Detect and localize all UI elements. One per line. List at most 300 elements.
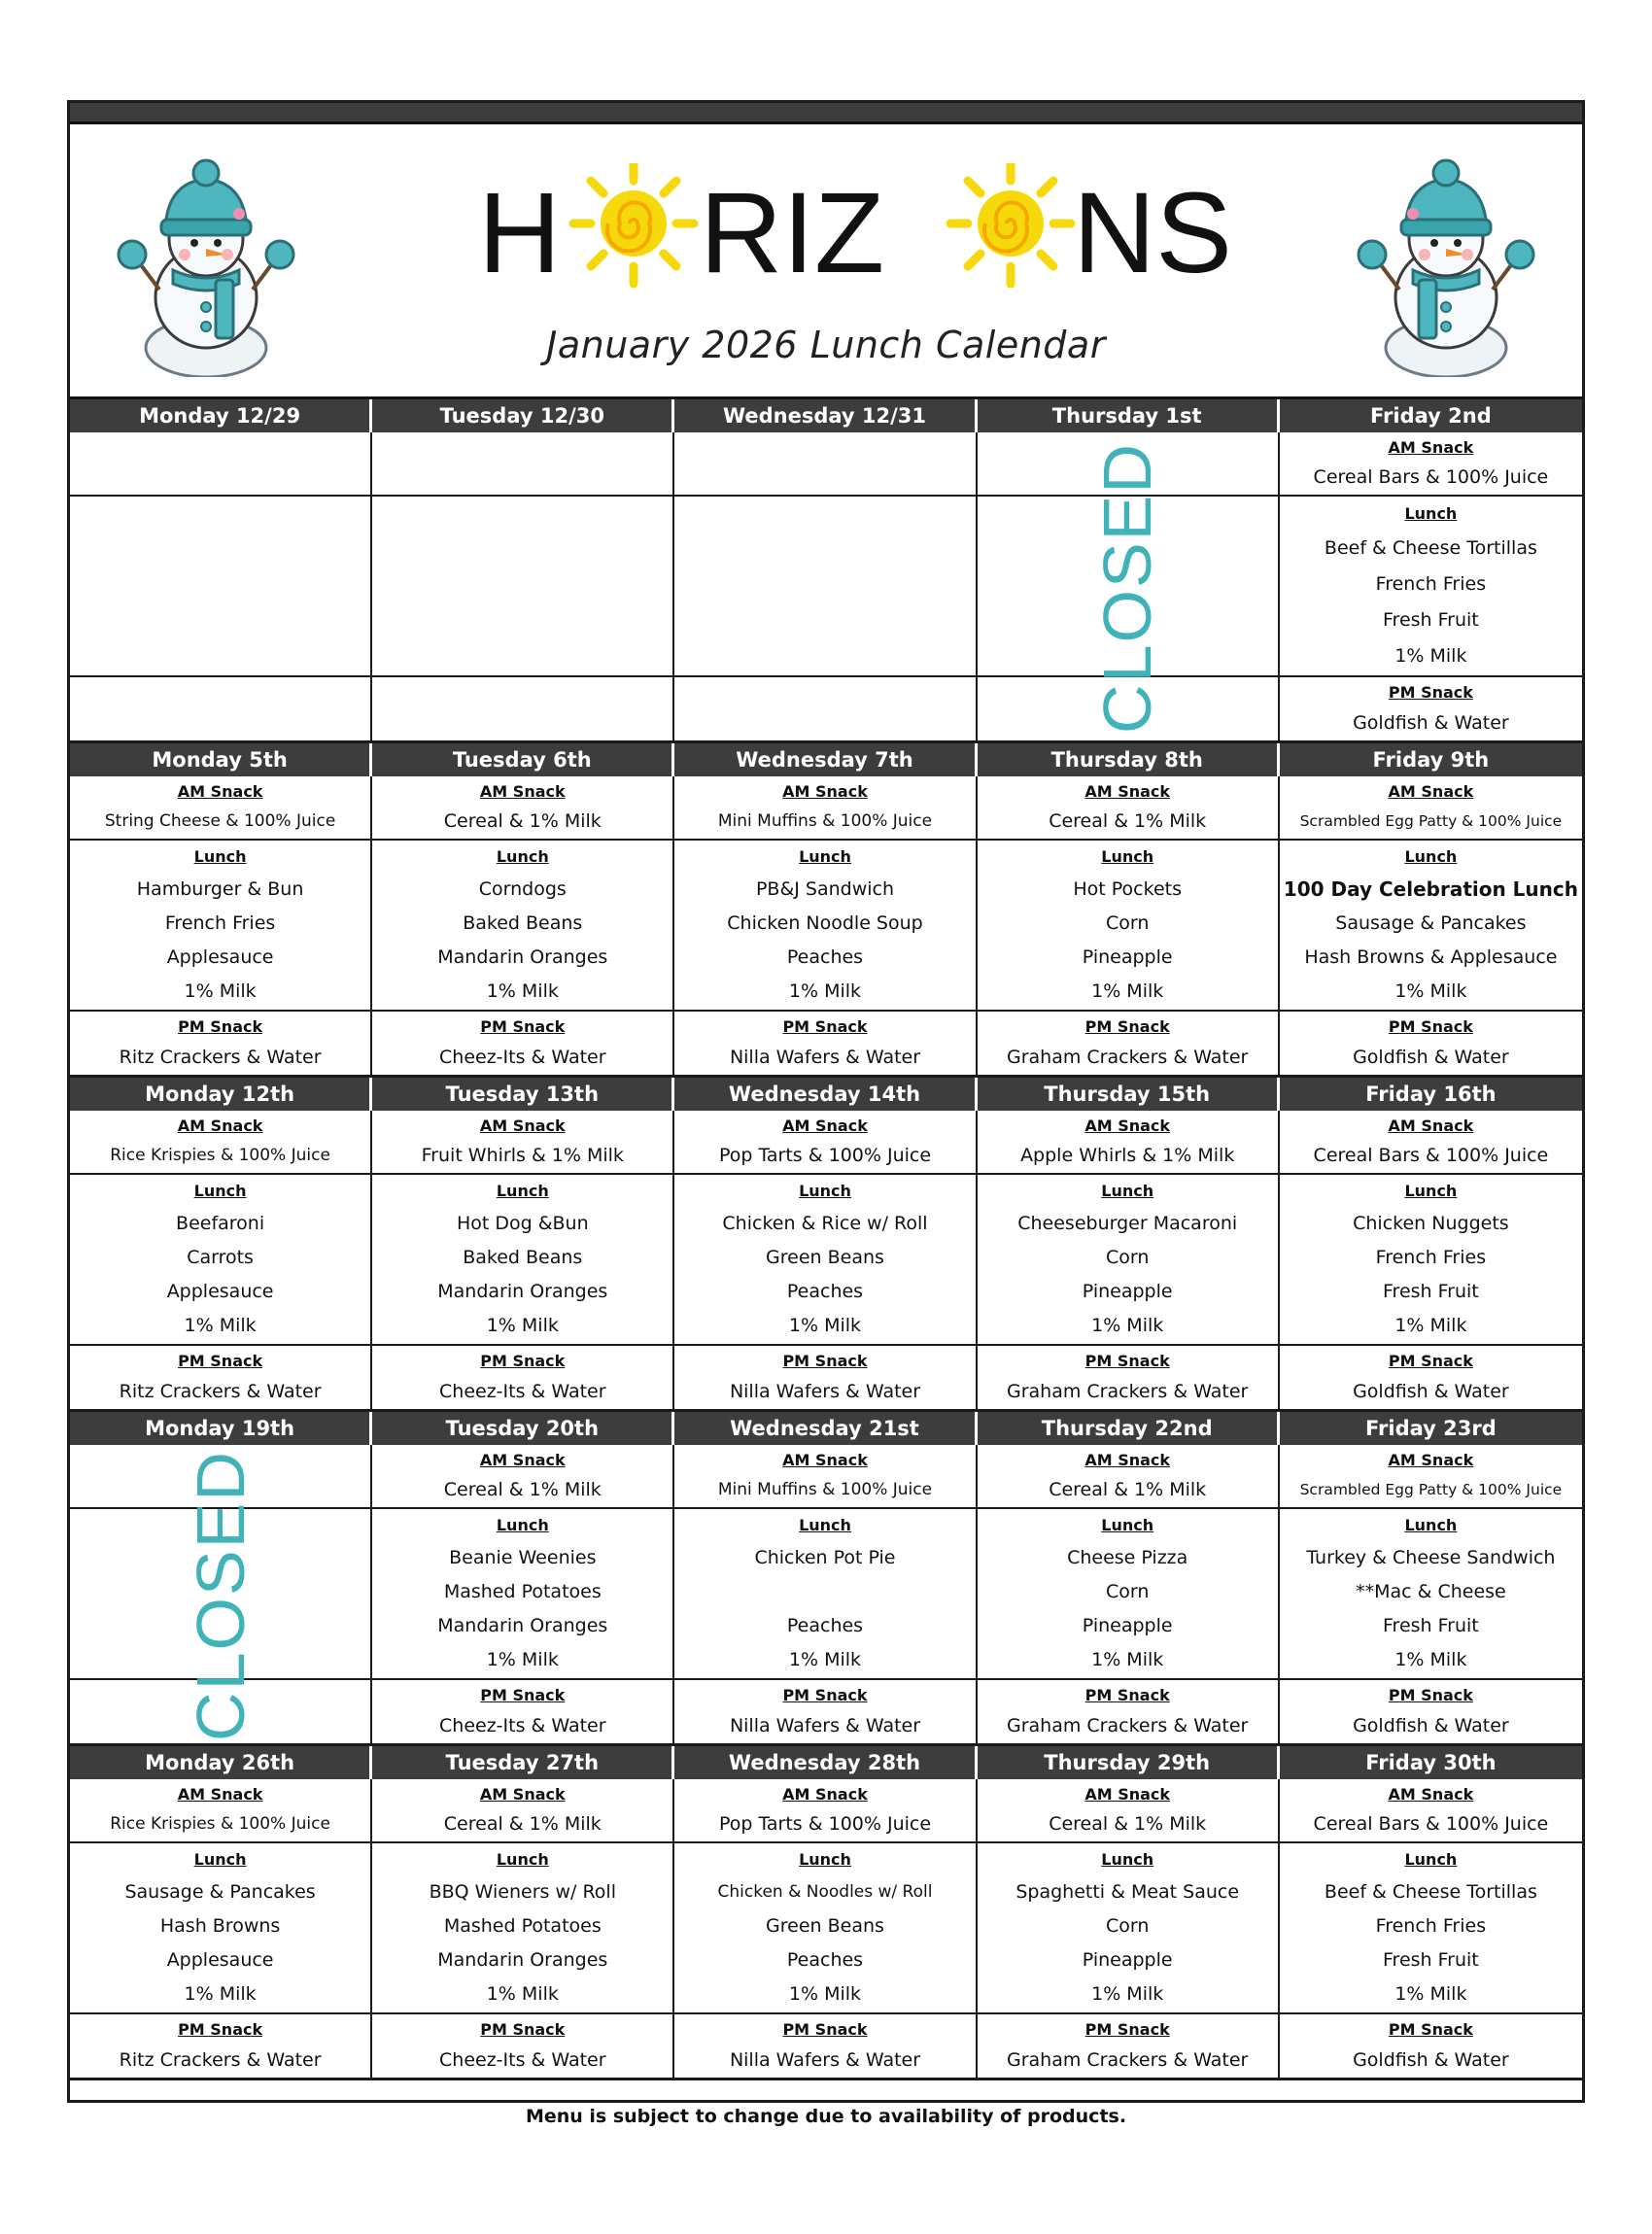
day-cell — [1280, 1779, 1582, 2080]
menu-item: Cereal Bars & 100% Juice — [1313, 1813, 1549, 1835]
menu-item: 1% Milk — [1394, 1648, 1467, 1670]
am-snack-label: AM Snack — [1388, 782, 1474, 801]
day-cell — [674, 432, 977, 743]
am-snack-label: AM Snack — [1388, 1117, 1474, 1135]
menu-item: Mashed Potatoes — [443, 1580, 602, 1602]
day-cell — [978, 776, 1280, 1078]
pm-snack-section — [70, 677, 370, 743]
day-cell — [1280, 1111, 1582, 1412]
menu-item: Cereal Bars & 100% Juice — [1313, 466, 1549, 488]
lunch-label: Lunch — [1404, 847, 1458, 867]
lunch-section — [1280, 841, 1582, 1012]
week-row — [70, 776, 1582, 1078]
menu-item: Pop Tarts & 100% Juice — [718, 1813, 932, 1835]
day-header: Monday 12th — [70, 1078, 372, 1111]
pm-snack-section — [372, 1680, 672, 1746]
calendar-header — [70, 124, 1582, 399]
menu-item: Cereal & 1% Milk — [443, 1479, 602, 1500]
pm-snack-section — [674, 1012, 975, 1078]
horizons-logo — [478, 163, 1294, 290]
lunch-label: Lunch — [193, 847, 247, 867]
menu-item: Sausage & Pancakes — [124, 1881, 316, 1904]
day-cell — [372, 1445, 674, 1746]
pm-snack-label: PM Snack — [1388, 2020, 1473, 2040]
lunch-label: Lunch — [1404, 1516, 1458, 1535]
day-cell — [978, 432, 1280, 743]
menu-item: Hash Browns & Applesauce — [1304, 945, 1558, 968]
menu-item: Fresh Fruit — [1383, 1614, 1479, 1636]
lunch-section — [372, 1175, 672, 1346]
lunch-label: Lunch — [1101, 1516, 1154, 1535]
day-header: Friday 16th — [1280, 1078, 1582, 1111]
menu-item: Rice Krispies & 100% Juice — [110, 1146, 330, 1165]
pm-snack-section — [1280, 1680, 1582, 1746]
lunch-section — [372, 841, 672, 1012]
lunch-label: Lunch — [1101, 1182, 1154, 1201]
day-header: Thursday 15th — [978, 1078, 1280, 1111]
menu-item: Pineapple — [1082, 1280, 1173, 1302]
menu-item: Mandarin Oranges — [437, 945, 608, 968]
lunch-label: Lunch — [496, 1850, 549, 1870]
menu-item: Goldfish & Water — [1353, 1380, 1509, 1402]
menu-item: French Fries — [164, 911, 276, 934]
day-header: Wednesday 28th — [674, 1746, 977, 1779]
pm-snack-label: PM Snack — [178, 2020, 263, 2040]
menu-item: Fresh Fruit — [1383, 608, 1479, 631]
menu-item: Hash Browns — [159, 1914, 281, 1937]
menu-item: Peaches — [786, 1614, 864, 1636]
lunch-section — [978, 841, 1278, 1012]
am-snack-section — [674, 1111, 975, 1175]
menu-item: Mashed Potatoes — [443, 1914, 602, 1937]
day-cell — [674, 1111, 977, 1412]
top-bar — [70, 103, 1582, 124]
menu-item: Hamburger & Bun — [136, 878, 304, 901]
am-snack-section — [1280, 776, 1582, 841]
am-snack-label: AM Snack — [782, 1785, 868, 1804]
day-header: Tuesday 6th — [372, 743, 674, 776]
am-snack-label: AM Snack — [1084, 782, 1171, 801]
week-header-row — [70, 399, 1582, 432]
menu-item: Corn — [1105, 911, 1150, 934]
week-header-row — [70, 1078, 1582, 1111]
day-cell — [674, 1445, 977, 1746]
lunch-section — [1280, 1175, 1582, 1346]
pm-snack-section — [372, 2014, 672, 2080]
menu-item: 1% Milk — [788, 1982, 862, 2005]
lunch-label: Lunch — [193, 1850, 247, 1870]
menu-item: 1% Milk — [788, 980, 862, 1002]
menu-item: Hot Pockets — [1073, 878, 1182, 901]
am-snack-label: AM Snack — [782, 782, 868, 801]
closed-label: CLOSED — [182, 1450, 258, 1741]
pm-snack-label: PM Snack — [1388, 1017, 1473, 1037]
lunch-section — [1280, 1843, 1582, 2014]
menu-item: Cereal Bars & 100% Juice — [1313, 1145, 1549, 1166]
menu-item: Peaches — [786, 945, 864, 968]
menu-item: Cheese Pizza — [1067, 1547, 1188, 1569]
menu-item: PB&J Sandwich — [755, 878, 895, 901]
menu-item: Chicken Noodle Soup — [727, 911, 923, 934]
day-header: Friday 2nd — [1280, 399, 1582, 432]
menu-item: Peaches — [786, 1280, 864, 1302]
week-row — [70, 1779, 1582, 2080]
menu-item: Sausage & Pancakes — [1335, 911, 1527, 934]
menu-item: Nilla Wafers & Water — [729, 1714, 921, 1736]
pm-snack-label: PM Snack — [782, 1352, 868, 1371]
pm-snack-section — [1280, 677, 1582, 743]
am-snack-label: AM Snack — [177, 782, 263, 801]
day-cell — [70, 776, 372, 1078]
am-snack-section — [978, 1111, 1278, 1175]
day-header: Thursday 1st — [978, 399, 1280, 432]
pm-snack-label: PM Snack — [782, 1017, 868, 1037]
menu-item: Fresh Fruit — [1383, 1948, 1479, 1971]
menu-item: Pineapple — [1082, 1948, 1173, 1971]
menu-item: Cereal & 1% Milk — [443, 1813, 602, 1835]
day-cell — [1280, 1445, 1582, 1746]
menu-item: Chicken & Noodles w/ Roll — [717, 1882, 933, 1903]
day-header: Monday 19th — [70, 1412, 372, 1445]
menu-item — [674, 1580, 975, 1603]
day-header: Wednesday 12/31 — [674, 399, 977, 432]
pm-snack-section — [978, 1012, 1278, 1078]
am-snack-section — [372, 776, 672, 841]
lunch-label: Lunch — [496, 1182, 549, 1201]
am-snack-section — [70, 1111, 370, 1175]
am-snack-label: AM Snack — [479, 1117, 566, 1135]
menu-item: Cheeseburger Macaroni — [1017, 1213, 1238, 1235]
lunch-section — [1280, 497, 1582, 677]
pm-snack-section — [674, 1680, 975, 1746]
lunch-section — [674, 497, 975, 677]
am-snack-section — [978, 1779, 1278, 1843]
menu-item: Mandarin Oranges — [437, 1280, 608, 1302]
menu-item: 1% Milk — [486, 1314, 559, 1336]
day-header: Tuesday 12/30 — [372, 399, 674, 432]
menu-item: Scrambled Egg Patty & 100% Juice — [1299, 812, 1563, 830]
menu-item: Mandarin Oranges — [437, 1948, 608, 1971]
closed-label: CLOSED — [1089, 442, 1166, 734]
am-snack-section — [372, 1445, 672, 1509]
menu-item: French Fries — [1375, 1246, 1487, 1268]
am-snack-section — [1280, 1779, 1582, 1843]
am-snack-section — [70, 432, 370, 497]
menu-item: French Fries — [1375, 572, 1487, 595]
day-cell — [70, 1445, 372, 1746]
day-header: Wednesday 21st — [674, 1412, 977, 1445]
svg-text:NS: NS — [1073, 169, 1232, 290]
pm-snack-section — [978, 2014, 1278, 2080]
menu-item: 1% Milk — [788, 1314, 862, 1336]
lunch-section — [70, 1843, 370, 2014]
day-cell — [372, 1111, 674, 1412]
day-header: Friday 9th — [1280, 743, 1582, 776]
lunch-section — [1280, 1509, 1582, 1680]
footer-note: Menu is subject to change due to availability of products. — [525, 2106, 1127, 2127]
menu-item: Corndogs — [478, 878, 567, 901]
menu-item: Green Beans — [766, 1914, 884, 1937]
lunch-label: Lunch — [1404, 504, 1458, 524]
am-snack-label: AM Snack — [1388, 1785, 1474, 1804]
pm-snack-label: PM Snack — [1084, 1352, 1170, 1371]
menu-item: Nilla Wafers & Water — [729, 1046, 921, 1068]
menu-item: Nilla Wafers & Water — [729, 2048, 921, 2071]
menu-item: Applesauce — [166, 1948, 274, 1971]
pm-snack-label: PM Snack — [1388, 1686, 1473, 1705]
menu-item: String Cheese & 100% Juice — [104, 811, 336, 831]
pm-snack-section — [674, 1346, 975, 1412]
lunch-section — [674, 841, 975, 1012]
menu-item: Cereal & 1% Milk — [1049, 1479, 1207, 1500]
week-header-row — [70, 1412, 1582, 1445]
day-cell — [372, 1779, 674, 2080]
week-header-row — [70, 743, 1582, 776]
am-snack-label: AM Snack — [177, 1117, 263, 1135]
menu-item: Mandarin Oranges — [437, 1614, 608, 1636]
day-cell — [674, 776, 977, 1078]
menu-item: 1% Milk — [1394, 1314, 1467, 1336]
menu-item: Graham Crackers & Water — [1007, 1714, 1249, 1736]
menu-item: Graham Crackers & Water — [1007, 2048, 1249, 2071]
am-snack-section — [70, 1779, 370, 1843]
svg-text:RIZ: RIZ — [700, 169, 885, 290]
pm-snack-label: PM Snack — [480, 1686, 566, 1705]
menu-item: Hot Dog &Bun — [456, 1213, 589, 1235]
am-snack-label: AM Snack — [1388, 438, 1474, 457]
menu-item: 1% Milk — [1394, 644, 1467, 667]
am-snack-label: AM Snack — [782, 1117, 868, 1135]
menu-item: 1% Milk — [184, 980, 257, 1002]
menu-item: Chicken Pot Pie — [754, 1547, 896, 1569]
menu-item: 1% Milk — [1091, 1648, 1164, 1670]
menu-item: Corn — [1105, 1580, 1150, 1602]
pm-snack-label: PM Snack — [1388, 1352, 1473, 1371]
menu-item: Ritz Crackers & Water — [119, 2048, 322, 2071]
menu-item: Goldfish & Water — [1353, 1046, 1509, 1068]
am-snack-section — [674, 1779, 975, 1843]
lunch-section — [674, 1509, 975, 1680]
menu-item: Carrots — [187, 1246, 254, 1268]
lunch-label: Lunch — [1101, 1850, 1154, 1870]
menu-item: Apple Whirls & 1% Milk — [1020, 1145, 1235, 1166]
menu-item: Cereal & 1% Milk — [443, 810, 602, 832]
pm-snack-section — [674, 2014, 975, 2080]
pm-snack-section — [674, 677, 975, 743]
day-cell — [978, 1779, 1280, 2080]
day-header: Thursday 22nd — [978, 1412, 1280, 1445]
menu-item: 1% Milk — [1394, 1982, 1467, 2005]
lunch-label: Lunch — [1101, 847, 1154, 867]
day-cell — [70, 1779, 372, 2080]
day-cell — [372, 432, 674, 743]
pm-snack-label: PM Snack — [1084, 1686, 1170, 1705]
menu-item: Spaghetti & Meat Sauce — [1015, 1881, 1240, 1904]
menu-item: 1% Milk — [1091, 980, 1164, 1002]
sun-icon — [950, 163, 1071, 284]
snowman-illustration-right — [1349, 154, 1543, 377]
pm-snack-label: PM Snack — [782, 2020, 868, 2040]
am-snack-label: AM Snack — [1084, 1451, 1171, 1469]
week-header-row — [70, 1746, 1582, 1779]
pm-snack-section — [70, 1012, 370, 1078]
menu-item: Graham Crackers & Water — [1007, 1380, 1249, 1402]
pm-snack-section — [978, 1680, 1278, 1746]
day-cell — [70, 432, 372, 743]
lunch-label: Lunch — [193, 1182, 247, 1201]
lunch-label: Lunch — [799, 1516, 851, 1535]
lunch-section — [674, 1175, 975, 1346]
menu-item: Pineapple — [1082, 1614, 1173, 1636]
lunch-label: Lunch — [496, 847, 549, 867]
menu-item: Chicken & Rice w/ Roll — [722, 1213, 928, 1235]
menu-item: Peaches — [786, 1948, 864, 1971]
lunch-section — [70, 1175, 370, 1346]
lunch-section — [978, 1509, 1278, 1680]
am-snack-section — [978, 1445, 1278, 1509]
am-snack-section — [1280, 432, 1582, 497]
menu-item: Mini Muffins & 100% Juice — [717, 1480, 933, 1499]
lunch-section — [70, 841, 370, 1012]
menu-item: 1% Milk — [184, 1982, 257, 2005]
day-header: Wednesday 14th — [674, 1078, 977, 1111]
menu-item: Fruit Whirls & 1% Milk — [421, 1145, 624, 1166]
pm-snack-section — [1280, 1346, 1582, 1412]
day-header: Tuesday 27th — [372, 1746, 674, 1779]
pm-snack-section — [70, 1346, 370, 1412]
lunch-label: Lunch — [1404, 1850, 1458, 1870]
week-row — [70, 432, 1582, 743]
day-header: Tuesday 20th — [372, 1412, 674, 1445]
pm-snack-label: PM Snack — [1084, 2020, 1170, 2040]
menu-item: Graham Crackers & Water — [1007, 1046, 1249, 1068]
sun-icon — [573, 163, 694, 284]
day-header: Wednesday 7th — [674, 743, 977, 776]
am-snack-label: AM Snack — [1388, 1451, 1474, 1469]
day-cell — [1280, 432, 1582, 743]
day-cell — [978, 1445, 1280, 1746]
menu-item: Green Beans — [766, 1246, 884, 1268]
menu-item: French Fries — [1375, 1914, 1487, 1937]
menu-item: Mini Muffins & 100% Juice — [717, 811, 933, 831]
menu-item: Applesauce — [166, 945, 274, 968]
am-snack-label: AM Snack — [782, 1451, 868, 1469]
pm-snack-label: PM Snack — [178, 1017, 263, 1037]
pm-snack-label: PM Snack — [480, 1017, 566, 1037]
lunch-section — [372, 1843, 672, 2014]
pm-snack-section — [70, 2014, 370, 2080]
lunch-section — [372, 1509, 672, 1680]
pm-snack-label: PM Snack — [1084, 1017, 1170, 1037]
lunch-section — [674, 1843, 975, 2014]
lunch-section — [70, 497, 370, 677]
pm-snack-section — [372, 1012, 672, 1078]
day-cell — [1280, 776, 1582, 1078]
menu-item: Goldfish & Water — [1353, 1714, 1509, 1736]
lunch-label: Lunch — [496, 1516, 549, 1535]
menu-item: Beanie Weenies — [449, 1547, 597, 1569]
am-snack-label: AM Snack — [479, 1451, 566, 1469]
menu-item: Pineapple — [1082, 945, 1173, 968]
pm-snack-label: PM Snack — [1388, 683, 1473, 703]
menu-item: 1% Milk — [1091, 1982, 1164, 2005]
lunch-label: Lunch — [799, 1850, 851, 1870]
menu-item: Ritz Crackers & Water — [119, 1046, 322, 1068]
am-snack-section — [70, 776, 370, 841]
am-snack-label: AM Snack — [479, 782, 566, 801]
lunch-label: Lunch — [799, 847, 851, 867]
menu-item: BBQ Wieners w/ Roll — [429, 1881, 616, 1904]
menu-item: 1% Milk — [486, 980, 559, 1002]
pm-snack-section — [372, 1346, 672, 1412]
day-cell — [70, 1111, 372, 1412]
am-snack-section — [372, 1111, 672, 1175]
menu-item: Nilla Wafers & Water — [729, 1380, 921, 1402]
am-snack-section — [372, 432, 672, 497]
day-cell — [978, 1111, 1280, 1412]
am-snack-label: AM Snack — [1084, 1117, 1171, 1135]
menu-item: 100 Day Celebration Lunch — [1283, 877, 1578, 902]
menu-item: Cheez-Its & Water — [439, 1714, 606, 1736]
pm-snack-section — [978, 1346, 1278, 1412]
menu-item: Chicken Nuggets — [1353, 1213, 1509, 1235]
am-snack-label: AM Snack — [1084, 1785, 1171, 1804]
calendar-subtitle: January 2026 Lunch Calendar — [546, 324, 1106, 366]
svg-text:H: H — [478, 169, 562, 290]
day-header: Friday 30th — [1280, 1746, 1582, 1779]
menu-item: Beef & Cheese Tortillas — [1324, 537, 1537, 560]
am-snack-label: AM Snack — [177, 1785, 263, 1804]
week-row — [70, 1445, 1582, 1746]
day-header: Friday 23rd — [1280, 1412, 1582, 1445]
menu-item: 1% Milk — [184, 1314, 257, 1336]
calendar-frame — [67, 100, 1585, 2103]
am-snack-section — [372, 1779, 672, 1843]
am-snack-section — [1280, 1111, 1582, 1175]
menu-item: Baked Beans — [463, 911, 583, 934]
day-header: Thursday 8th — [978, 743, 1280, 776]
am-snack-label: AM Snack — [479, 1785, 566, 1804]
lunch-section — [978, 1843, 1278, 2014]
menu-item: 1% Milk — [1091, 1314, 1164, 1336]
menu-item: Cheez-Its & Water — [439, 2048, 606, 2071]
menu-item: 1% Milk — [486, 1982, 559, 2005]
am-snack-section — [978, 776, 1278, 841]
day-header: Monday 5th — [70, 743, 372, 776]
lunch-section — [372, 497, 672, 677]
menu-item: Scrambled Egg Patty & 100% Juice — [1299, 1481, 1563, 1498]
menu-item: **Mac & Cheese — [1356, 1580, 1506, 1602]
menu-item: 1% Milk — [486, 1648, 559, 1670]
menu-item: Corn — [1105, 1246, 1150, 1268]
lunch-section — [978, 1175, 1278, 1346]
menu-item: Corn — [1105, 1914, 1150, 1937]
day-header: Thursday 29th — [978, 1746, 1280, 1779]
menu-item: Ritz Crackers & Water — [119, 1380, 322, 1402]
am-snack-section — [1280, 1445, 1582, 1509]
menu-item: Rice Krispies & 100% Juice — [110, 1814, 330, 1834]
pm-snack-section — [1280, 1012, 1582, 1078]
pm-snack-label: PM Snack — [480, 2020, 566, 2040]
menu-item: Baked Beans — [463, 1246, 583, 1268]
pm-snack-label: PM Snack — [480, 1352, 566, 1371]
pm-snack-section — [1280, 2014, 1582, 2080]
day-header: Monday 12/29 — [70, 399, 372, 432]
menu-item: Beef & Cheese Tortillas — [1324, 1881, 1537, 1904]
menu-item: Cereal & 1% Milk — [1049, 1813, 1207, 1835]
am-snack-section — [674, 1445, 975, 1509]
day-header: Monday 26th — [70, 1746, 372, 1779]
